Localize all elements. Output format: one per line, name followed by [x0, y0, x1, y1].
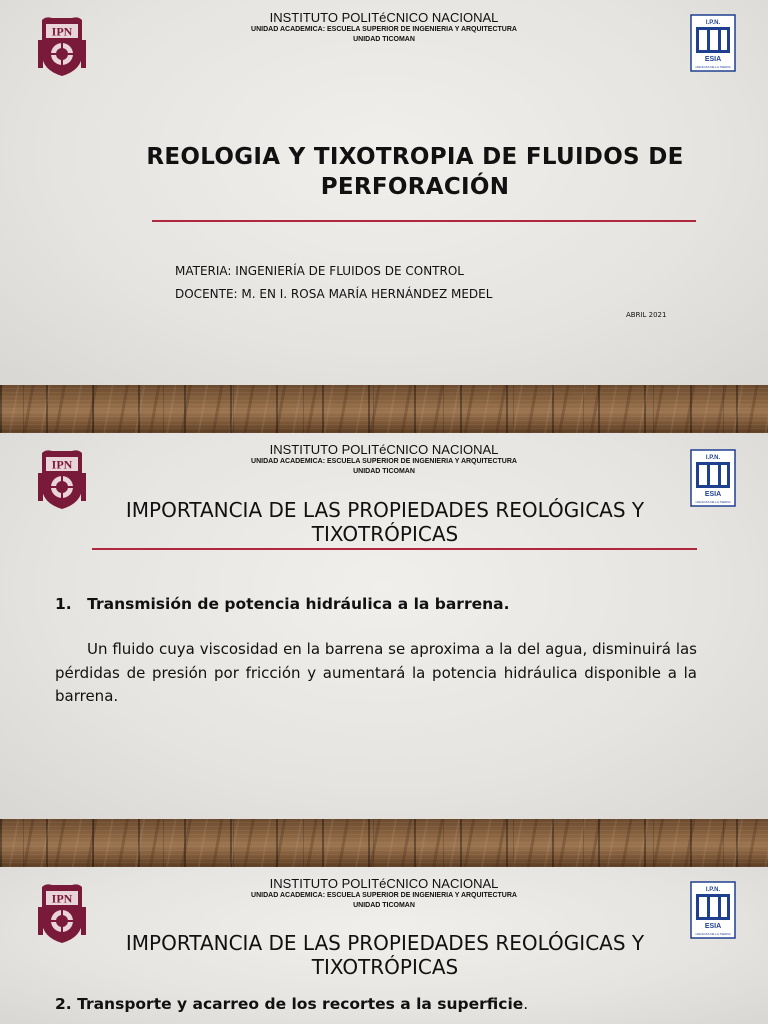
slide-3-title-line1: IMPORTANCIA DE LAS PROPIEDADES REOLÓGICAS Y [125, 931, 645, 955]
slide-3-title [80, 931, 690, 979]
slide-2-title-line1: IMPORTANCIA DE LAS PROPIEDADES REOLÓGICAS Y [125, 498, 645, 522]
esia-logo-motto-text: CIENCIAS DE LA TIERRA [695, 65, 731, 69]
campus-name: UNIDAD TICOMAN [353, 902, 415, 909]
esia-logo-icon [690, 449, 736, 507]
slide-2-title-line2: TIXOTRÓPICAS [311, 522, 459, 546]
ipn-logo-text: IPN [51, 24, 73, 39]
item-title: . Transporte y acarreo de los recortes a la superficie [65, 995, 524, 1013]
slide-header [0, 10, 768, 45]
numbered-item-1 [55, 595, 509, 613]
institution-name: INSTITUTO POLITéCNICO NACIONAL [269, 10, 499, 25]
campus-name: UNIDAD TICOMAN [353, 36, 415, 43]
slide-header [0, 876, 768, 911]
slide-header [0, 442, 768, 477]
wood-floor-band [0, 385, 768, 433]
esia-logo-bottom-text: ESIA [704, 491, 722, 498]
esia-logo-bottom-text: ESIA [704, 56, 722, 63]
institution-name: INSTITUTO POLITéCNICO NACIONAL [269, 876, 499, 891]
date-text: ABRIL 2021 [626, 311, 667, 319]
esia-logo-icon [690, 881, 736, 939]
item-1-paragraph: Un fluido cuya viscosidad en la barrena se aproxima a la del agua, disminuirá las pérdidas de presión por fricción y aumentará la potencia hidráulica disponible a la barrena. [55, 640, 697, 705]
numbered-item-2 [55, 995, 528, 1013]
esia-logo-bottom-text: ESIA [704, 923, 722, 930]
title-divider [152, 220, 696, 222]
institution-name: INSTITUTO POLITéCNICO NACIONAL [269, 442, 499, 457]
esia-logo-motto-text: CIENCIAS DE LA TIERRA [695, 500, 731, 504]
unit-name: UNIDAD ACADEMICA: ESCUELA SUPERIOR DE INGENIERIA Y ARQUITECTURA [251, 26, 517, 33]
esia-logo-icon [690, 14, 736, 72]
campus-name: UNIDAD TICOMAN [353, 468, 415, 475]
title-divider [92, 548, 697, 550]
wood-floor-band [0, 819, 768, 867]
esia-logo-motto-text: CIENCIAS DE LA TIERRA [695, 932, 731, 936]
ipn-logo-icon [36, 14, 88, 78]
slide-2 [0, 433, 768, 819]
teacher-text: DOCENTE: M. EN I. ROSA MARÍA HERNÁNDEZ MEDEL [175, 287, 493, 301]
esia-logo-top-text: I.P.N. [705, 455, 721, 461]
slide-1 [0, 0, 768, 385]
slide-1-title [100, 142, 730, 202]
item-end-period: . [523, 995, 529, 1013]
ipn-logo-text: IPN [51, 891, 73, 906]
slide-2-title [80, 498, 690, 546]
unit-name: UNIDAD ACADEMICA: ESCUELA SUPERIOR DE INGENIERIA Y ARQUITECTURA [251, 458, 517, 465]
esia-logo-top-text: I.P.N. [705, 887, 721, 893]
slide-3 [0, 867, 768, 1024]
slide-1-title-line1: REOLOGIA Y TIXOTROPIA DE FLUIDOS DE [146, 144, 684, 170]
item-title: Transmisión de potencia hidráulica a la barrena. [87, 595, 510, 613]
unit-name: UNIDAD ACADEMICA: ESCUELA SUPERIOR DE INGENIERIA Y ARQUITECTURA [251, 892, 517, 899]
item-number: 1. [55, 595, 72, 613]
subject-text: MATERIA: INGENIERÍA DE FLUIDOS DE CONTROL [175, 264, 464, 278]
slide-1-meta [175, 260, 492, 306]
esia-logo-top-text: I.P.N. [705, 20, 721, 26]
ipn-logo-text: IPN [51, 457, 73, 472]
item-number: 2 [55, 995, 66, 1013]
slide-3-title-line2: TIXOTRÓPICAS [311, 955, 459, 979]
slide-1-title-line2: PERFORACIÓN [320, 174, 510, 200]
